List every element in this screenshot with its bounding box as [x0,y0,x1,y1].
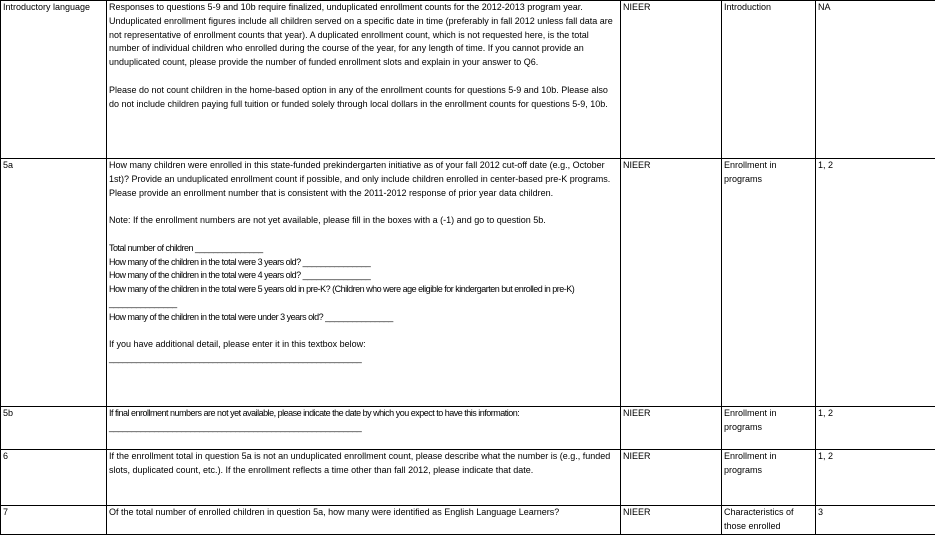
question-id-cell: Introductory language [1,1,107,159]
codes-cell: NA [816,1,935,159]
question-paragraph: Please do not count children in the home-based option in any of the enrollment counts for questions 5-9 and 10b. Please also do not include children paying full tuition or funded solely through local dollars in the enrollment counts for questions 5-9, 10b. [109,84,608,109]
question-id-cell: 5b [1,407,107,450]
additional-detail-prompt: If you have additional detail, please enter it in this textbox below: [109,339,366,350]
total-children-line: Total number of children _______________ [109,242,263,253]
table-row [1,407,935,450]
question-text-cell [107,159,621,407]
source-cell: NIEER [621,159,722,407]
question-text-cell [107,407,621,450]
question-paragraph: Responses to questions 5-9 and 10b require finalized, unduplicated enrollment counts for the 2012-2013 program year. Unduplicated enrollment figures include all children served on a specific date in time (preferably in fall 2012 unless fall data are not representative of enrollment counts that year). A duplicated enrollment count, which is not requested here, is the total number of individual children who enrolled during the course of the year, for any length of time. If you cannot provide an unduplicated count, please provide the number of funded enrollment slots and explain in your answer to Q6. [109,2,613,68]
table-row [1,450,935,506]
codes-cell: 1, 2 [816,450,935,506]
source-cell: NIEER [621,450,722,506]
source-cell: NIEER [621,1,722,159]
source-cell: NIEER [621,506,722,535]
source-cell: NIEER [621,407,722,450]
question-id-cell: 6 [1,450,107,506]
question-text-cell [107,506,621,535]
question-paragraph: If the enrollment total in question 5a is not an unduplicated enrollment count, please describe what the number is (e.g., funded slots, duplicated count, etc.). If the enrollment reflects a time other than fall 2012, please indicate that date. [109,451,611,475]
question-paragraph: Of the total number of enrolled children in question 5a, how many were identified as English Language Learners? [109,507,560,517]
table-row [1,159,935,407]
additional-detail-blank: ________________________________________________________ [109,353,362,364]
category-cell: Introduction [722,1,816,159]
question-text-cell [107,450,621,506]
codes-cell: 1, 2 [816,407,935,450]
age-4-line: How many of the children in the total were 4 years old? _______________ [109,270,371,281]
category-cell: Enrollment in programs [722,407,816,450]
question-id-cell: 7 [1,506,107,535]
category-cell: Enrollment in programs [722,159,816,407]
category-cell: Enrollment in programs [722,450,816,506]
age-5-line: How many of the children in the total were 5 years old in pre-K? (Children who were age eligible for kindergarten but enrolled in pre-K) _______________ [109,284,575,308]
codes-cell: 1, 2 [816,159,935,407]
table-row [1,506,935,535]
question-paragraph: If final enrollment numbers are not yet available, please indicate the date by which you expect to have this information: ________________________________________________________ [109,408,520,432]
question-text-cell [107,1,621,159]
under-3-line: How many of the children in the total were under 3 years old? _______________ [109,311,393,322]
table-row [1,1,935,159]
age-3-line: How many of the children in the total were 3 years old? _______________ [109,256,371,267]
category-cell: Characteristics of those enrolled [722,506,816,535]
codes-cell: 3 [816,506,935,535]
question-note: Note: If the enrollment numbers are not yet available, please fill in the boxes with a (-1) and go to question 5b. [109,215,546,226]
question-paragraph: How many children were enrolled in this state-funded prekindergarten initiative as of your fall 2012 cut-off date (e.g., October 1st)? Provide an unduplicated enrollment count if possible, and only include children enrolled in center-based pre-K programs. Please provide an enrollment number that is consistent with the 2011-2012 response of prior year data children. [109,160,611,198]
question-id-cell: 5a [1,159,107,407]
